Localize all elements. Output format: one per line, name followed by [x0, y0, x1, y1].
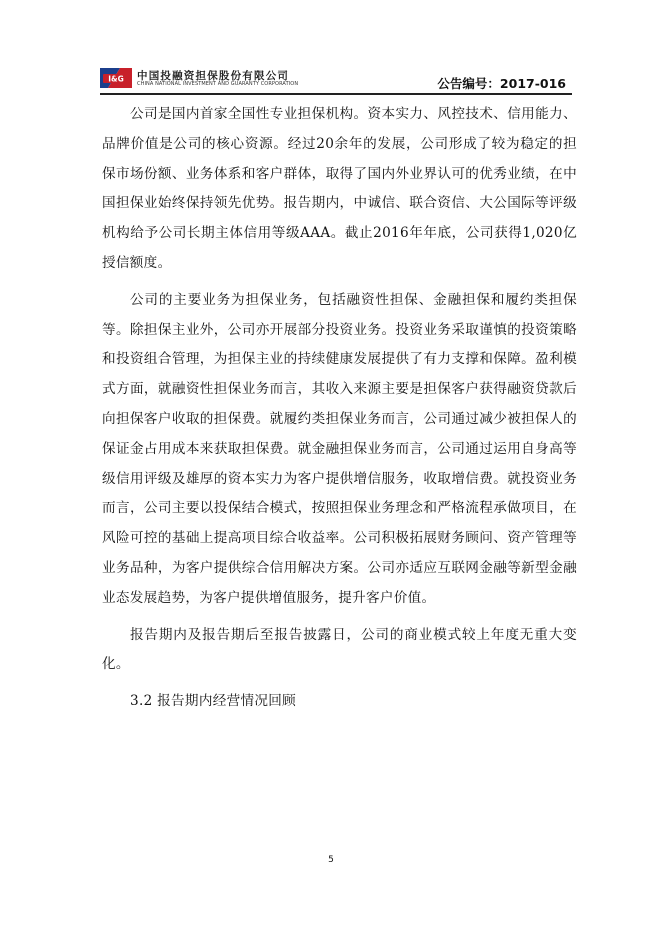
document-body	[102, 100, 577, 717]
section-heading: 3.2 报告期内经营情况回顾	[130, 693, 297, 710]
company-name-cn: 中国投融资担保股份有限公司	[137, 70, 290, 82]
page-number: 5	[328, 855, 334, 865]
paragraph-main-business: 公司的主要业务为担保业务，包括融资性担保、金融担保和履约类担保等。除担保主业外，公司亦开展部分投资业务。投资业务采取谨慎的投资策略和投资组合管理，为担保主业的持续健康发展提供了有力支撑和保障。盈利模式方面，就融资性担保业务而言，其收入来源主要是担保客户获得融资贷款后向担保客户收取的担保费。就履约类担保业务而言，公司通过减少被担保人的保证金占用成本来获取担保费。就金融担保业务而言，公司通过运用自身高等级信用评级及雄厚的资本实力为客户提供增信服务，收取增信费。就投资业务而言，公司主要以投保结合模式，按照担保业务理念和严格流程承做项目，在风险可控的基础上提高项目综合收益率。公司积极拓展财务顾问、资产管理等业务品种，为客户提供综合信用解决方案。公司亦适应互联网金融等新型金融业态发展趋势，为客户提供增值服务，提升客户价值。	[102, 291, 577, 606]
company-name-en: CHINA NATIONAL INVESTMENT AND GUARANTY CORPORATION	[137, 81, 299, 87]
paragraph-business-model: 报告期内及报告期后至报告披露日，公司的商业模式较上年度无重大变化。	[102, 626, 577, 673]
page-header	[100, 66, 570, 92]
company-logo-icon	[100, 68, 132, 88]
header-divider	[100, 93, 572, 95]
notice-number: 公告编号：2017-016	[437, 76, 566, 91]
paragraph-company-profile: 公司是国内首家全国性专业担保机构。资本实力、风控技术、信用能力、品牌价值是公司的核心资源。经过20余年的发展，公司形成了较为稳定的担保市场份额、业务体系和客户群体，取得了国内外业界认可的优秀业绩，在中国担保业始终保持领先优势。报告期内，中诚信、联合资信、大公国际等评级机构给予公司长期主体信用等级AAA。截止2016年年底，公司获得1,020亿授信额度。	[102, 106, 577, 271]
logo-text: I&G	[108, 74, 124, 84]
